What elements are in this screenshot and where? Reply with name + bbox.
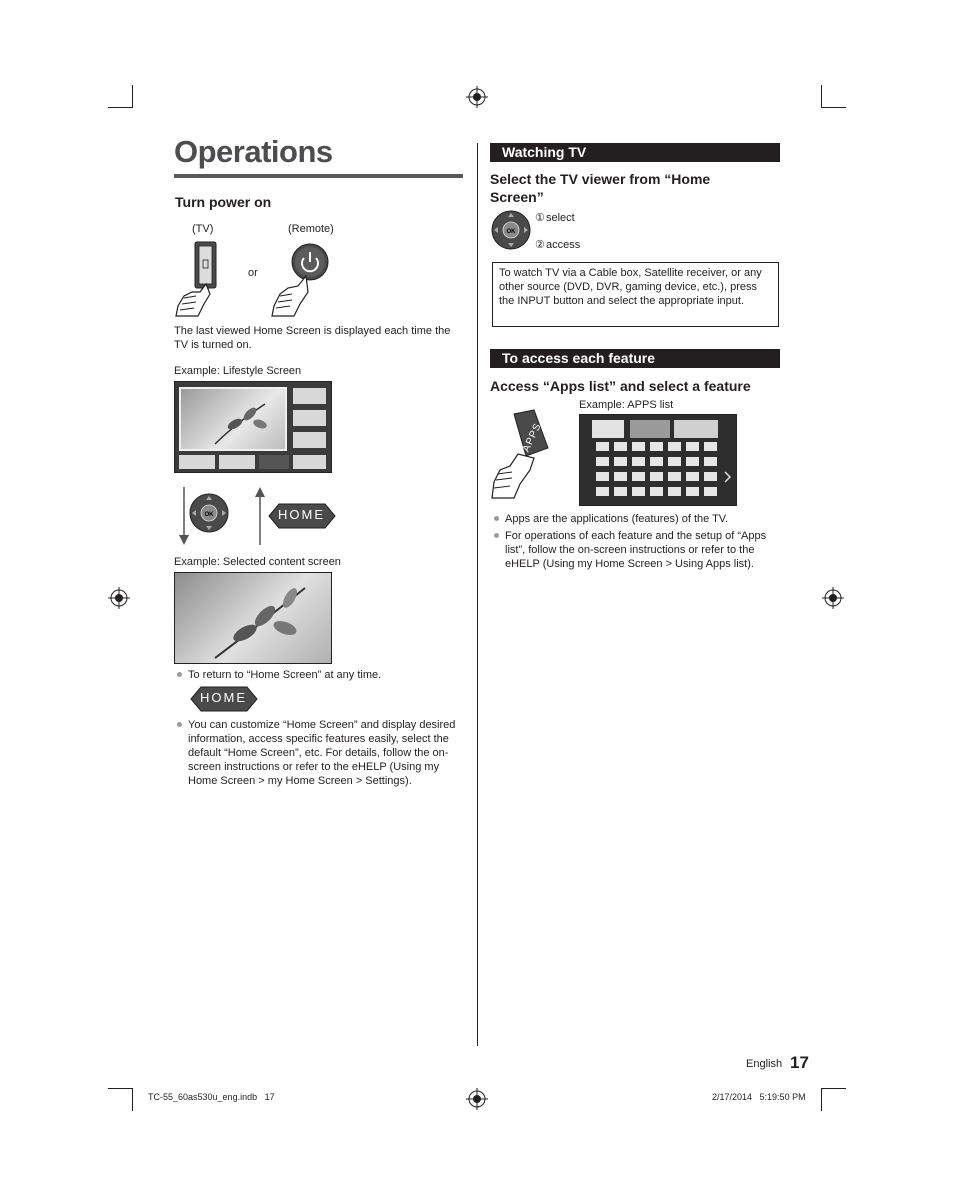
apps-button-label: APPS	[520, 421, 544, 454]
access-feature-bar: To access each feature	[490, 349, 780, 368]
watching-tv-bar: Watching TV	[490, 143, 780, 162]
bullet-dot	[177, 722, 182, 727]
app-tile	[614, 472, 627, 481]
home-button-label: HOME	[200, 690, 247, 705]
app-tile	[668, 472, 681, 481]
crop-mark	[108, 1088, 132, 1089]
app-tile	[632, 442, 645, 451]
app-tile	[668, 457, 681, 466]
step-1-marker: ①	[535, 212, 545, 224]
bullet-return-text: To return to “Home Screen” at any time.	[188, 669, 382, 681]
apps-list-screen-image	[579, 414, 737, 506]
app-tile	[596, 457, 609, 466]
app-tile	[686, 472, 699, 481]
ok-label: OK	[204, 512, 214, 518]
app-tile	[704, 472, 717, 481]
or-label: or	[248, 267, 258, 279]
leaf-branch-icon	[205, 394, 285, 449]
app-tile	[596, 442, 609, 451]
lifestyle-side-tile	[293, 388, 326, 404]
app-tile	[614, 457, 627, 466]
lifestyle-side-tile	[293, 410, 326, 426]
footer-timestamp: 2/17/2014 5:19:50 PM	[712, 1092, 806, 1102]
apps-featured-tile	[592, 420, 624, 438]
example-apps-caption: Example: APPS list	[579, 399, 674, 411]
example-lifestyle-caption: Example: Lifestyle Screen	[174, 365, 302, 377]
registration-mark-icon	[466, 1088, 488, 1110]
bullet-operations-text: For operations of each feature and the setup of “Apps list”, follow the on-screen instructions or refer to the eHELP (Using my Home Screen > Using Apps list).	[505, 530, 767, 570]
lifestyle-side-tile	[293, 432, 326, 448]
ok-label: OK	[506, 229, 516, 235]
lifestyle-bottom-tile	[179, 455, 215, 469]
tv-power-button-icon	[170, 240, 220, 318]
language-label: English	[746, 1058, 783, 1070]
app-tile	[704, 457, 717, 466]
app-tile	[668, 442, 681, 451]
lifestyle-bottom-tile	[259, 455, 289, 469]
app-tile	[686, 442, 699, 451]
app-tile	[650, 442, 663, 451]
crop-mark	[821, 85, 822, 108]
registration-mark-icon	[466, 86, 488, 108]
app-tile	[650, 472, 663, 481]
app-tile	[704, 442, 717, 451]
input-note-text: To watch TV via a Cable box, Satellite receiver, or any other source (DVD, DVR, gaming device, etc.), press the INPUT button and select the appropriate input.	[499, 267, 762, 307]
bullet-dot	[494, 533, 499, 538]
app-tile	[668, 487, 681, 496]
crop-mark	[822, 107, 846, 108]
app-tile	[650, 457, 663, 466]
step-1-label: select	[546, 212, 575, 224]
app-tile	[686, 487, 699, 496]
app-tile	[632, 487, 645, 496]
ok-dpad-icon	[188, 492, 230, 534]
app-tile	[686, 457, 699, 466]
app-tile	[614, 442, 627, 451]
lifestyle-bottom-tile	[293, 455, 326, 469]
input-note-box	[492, 262, 779, 327]
example-selected-caption: Example: Selected content screen	[174, 556, 341, 568]
crop-mark	[822, 1088, 846, 1089]
home-button-label: HOME	[278, 507, 325, 522]
bullet-dot	[177, 672, 182, 677]
footer-file-name: TC-55_60as530u_eng.indb 17	[148, 1092, 275, 1102]
remote-power-button-icon	[268, 240, 330, 318]
bullet-apps-text: Apps are the applications (features) of the TV.	[505, 513, 729, 525]
selected-content-screen-image	[174, 572, 332, 664]
step-2-marker: ②	[535, 239, 545, 251]
turn-power-heading: Turn power on	[175, 194, 272, 210]
registration-mark-icon	[108, 587, 130, 609]
bullet-customize-text: You can customize “Home Screen” and display desired information, access specific features easily, select the default “Home Screen”, etc. For details, follow the on-screen instructions or refer to the eHELP (Using my Home Screen > my Home Screen > Settings).	[188, 719, 456, 787]
tv-label: (TV)	[192, 223, 214, 235]
app-tile	[704, 487, 717, 496]
crop-mark	[108, 107, 132, 108]
leaf-branch-icon	[195, 578, 325, 663]
bullet-dot	[494, 516, 499, 521]
crop-mark	[132, 85, 133, 108]
app-tile	[632, 457, 645, 466]
lifestyle-bottom-tile	[219, 455, 255, 469]
page-number: 17	[790, 1053, 809, 1072]
last-viewed-text: The last viewed Home Screen is displayed each time the TV is turned on.	[174, 325, 451, 351]
remote-label: (Remote)	[288, 223, 334, 235]
registration-mark-icon	[822, 587, 844, 609]
app-tile	[596, 487, 609, 496]
apps-button-icon	[488, 408, 554, 500]
app-tile	[632, 472, 645, 481]
crop-mark	[821, 1088, 822, 1111]
column-divider	[477, 143, 478, 1046]
title-underline	[174, 174, 463, 178]
app-tile	[614, 487, 627, 496]
step-2-label: access	[546, 239, 581, 251]
apps-heading: Access “Apps list” and select a feature	[490, 378, 751, 394]
apps-featured-tile	[630, 420, 670, 438]
chevron-right-icon	[724, 471, 732, 483]
apps-featured-tile	[674, 420, 718, 438]
lifestyle-screen-image	[174, 381, 332, 473]
page-title: Operations	[174, 134, 333, 169]
app-tile	[596, 472, 609, 481]
select-viewer-heading: Select the TV viewer from “Home Screen”	[490, 171, 711, 205]
app-tile	[650, 487, 663, 496]
crop-mark	[132, 1088, 133, 1111]
ok-dpad-icon	[490, 209, 536, 251]
